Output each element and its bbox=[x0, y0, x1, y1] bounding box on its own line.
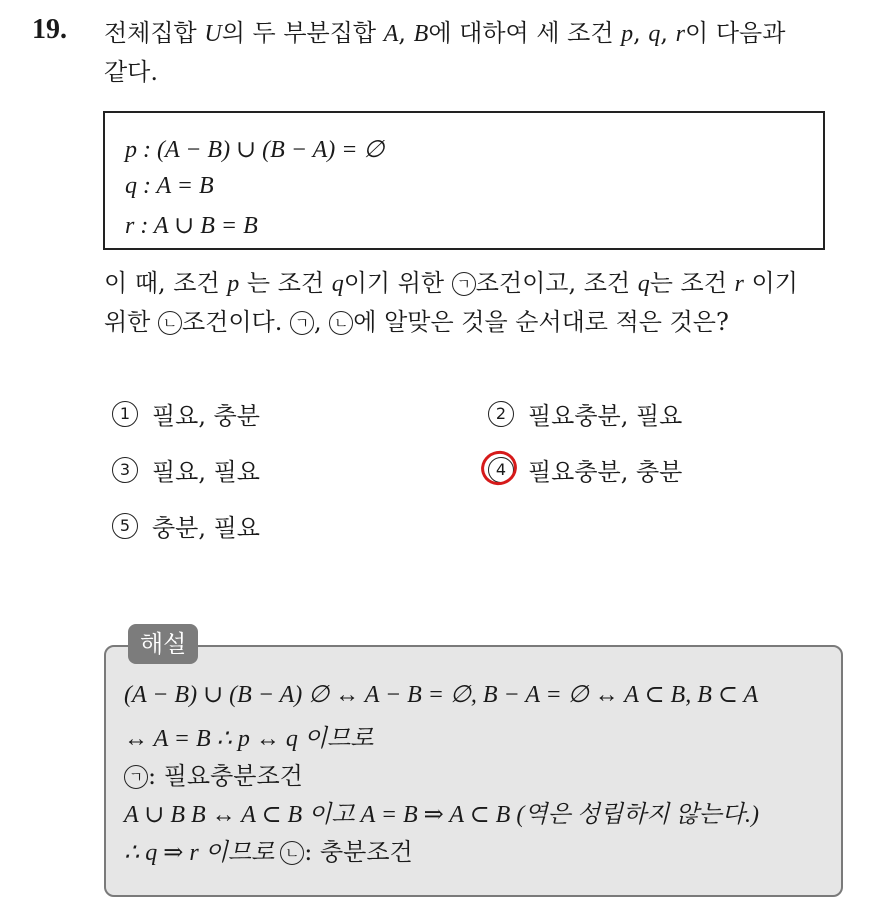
choice-number: 5 bbox=[112, 513, 138, 539]
prompt-text: , bbox=[314, 308, 330, 336]
stem-text: 이 다음과 bbox=[685, 19, 786, 47]
stem-text: , bbox=[633, 19, 649, 47]
choice-number: 1 bbox=[112, 401, 138, 427]
var-q: q bbox=[331, 271, 344, 297]
explanation-text: : 충분조건 bbox=[304, 838, 413, 866]
choice-text: 필요, 충분 bbox=[152, 402, 260, 430]
choice-5[interactable] bbox=[112, 508, 260, 543]
answer-mark-circle bbox=[477, 446, 522, 489]
choice-text: 충분, 필요 bbox=[152, 514, 260, 542]
circled-giyeok: ㄱ bbox=[290, 311, 314, 335]
choice-text: 필요충분, 필요 bbox=[528, 402, 683, 430]
stem-text: 의 두 부분집합 bbox=[221, 19, 384, 47]
var-r: r bbox=[734, 271, 744, 297]
circled-nieun: ㄴ bbox=[158, 311, 182, 335]
var-u: U bbox=[204, 21, 222, 47]
prompt-text: 이 때, 조건 bbox=[104, 269, 228, 297]
stem-text: 에 대하여 세 조건 bbox=[428, 19, 622, 47]
var-b: B bbox=[413, 21, 429, 47]
circled-giyeok: ㄱ bbox=[452, 272, 476, 296]
explanation-label: 해설 bbox=[128, 624, 198, 664]
explanation-line-3 bbox=[124, 756, 303, 791]
choice-number: 2 bbox=[488, 401, 514, 427]
question-number: 19. bbox=[32, 14, 67, 45]
condition-p: p : (A − B) ∪ (B − A) = ∅ bbox=[125, 137, 385, 163]
circled-giyeok: ㄱ bbox=[124, 765, 148, 789]
explanation-line-4: A ∪ B B ↔ A ⊂ B 이고 A = B ⇒ A ⊂ B (역은 성립하지 않는다.) bbox=[124, 802, 759, 828]
prompt-text: 이기 bbox=[743, 269, 798, 297]
choice-4[interactable] bbox=[488, 452, 682, 487]
prompt-text: 는 조건 bbox=[649, 269, 735, 297]
choice-2[interactable] bbox=[488, 396, 682, 431]
explanation-line-5 bbox=[124, 832, 413, 867]
explanation-text: : 필요충분조건 bbox=[148, 762, 303, 790]
choice-number: 4 bbox=[488, 457, 514, 483]
prompt-text: 이기 위한 bbox=[343, 269, 452, 297]
explanation-text: ∴ q ⇒ r 이므로 bbox=[124, 840, 281, 866]
choice-1[interactable] bbox=[112, 396, 260, 431]
prompt-text: 는 조건 bbox=[239, 269, 332, 297]
var-a: A bbox=[383, 21, 399, 47]
prompt-text: 조건이다. bbox=[182, 308, 290, 336]
choice-number-wrap bbox=[488, 457, 514, 483]
circled-nieun: ㄴ bbox=[329, 311, 353, 335]
choice-3[interactable] bbox=[112, 452, 260, 487]
circled-nieun: ㄴ bbox=[280, 841, 304, 865]
stem-text: 전체집합 bbox=[104, 19, 205, 47]
choice-number: 3 bbox=[112, 457, 138, 483]
prompt-text: 에 알맞은 것을 순서대로 적은 것은? bbox=[353, 308, 729, 336]
var-p: p bbox=[621, 21, 634, 47]
var-p: p bbox=[227, 271, 240, 297]
var-q: q bbox=[637, 271, 650, 297]
question-prompt bbox=[104, 264, 874, 341]
explanation-line-2: ↔ A = B ∴ p ↔ q 이므로 bbox=[124, 726, 374, 752]
stem-text: 같다. bbox=[104, 58, 158, 86]
condition-r: r : A ∪ B = B bbox=[125, 213, 258, 239]
prompt-text: 조건이고, 조건 bbox=[475, 269, 638, 297]
choice-text: 필요, 필요 bbox=[152, 458, 260, 486]
condition-q: q : A = B bbox=[125, 173, 214, 199]
conditions-box bbox=[103, 111, 825, 250]
var-q: q bbox=[648, 21, 661, 47]
var-r: r bbox=[675, 21, 686, 47]
stem-text: , bbox=[398, 19, 414, 47]
stem-text: , bbox=[660, 19, 676, 47]
question-stem bbox=[104, 14, 874, 91]
explanation-line-1: (A − B) ∪ (B − A) ∅ ↔ A − B = ∅, B − A = ∅ ↔ A ⊂ B, B ⊂ A bbox=[124, 682, 759, 708]
prompt-text: 위한 bbox=[104, 308, 158, 336]
choice-text: 필요충분, 충분 bbox=[528, 458, 683, 486]
